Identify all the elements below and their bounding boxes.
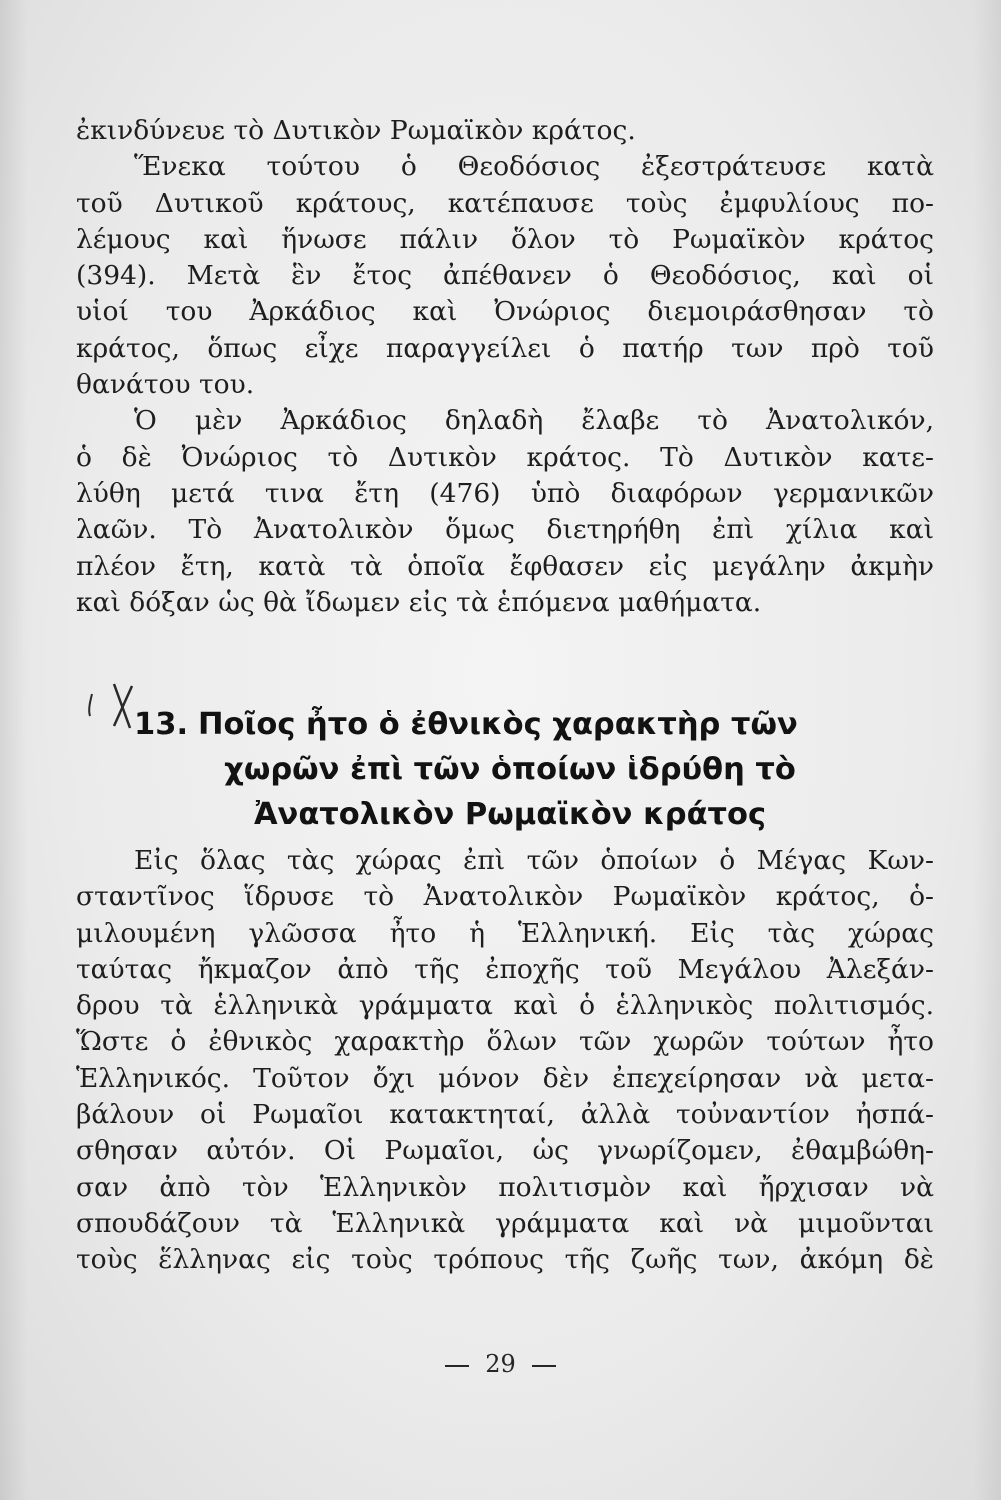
text-line: λέμους καὶ ἥνωσε πάλιν ὅλον τὸ Ρωμαϊκὸν κράτος bbox=[76, 223, 934, 255]
left-edge-shadow bbox=[0, 0, 28, 1500]
text-line: σαν ἀπὸ τὸν Ἑλληνικὸν πολιτισμὸν καὶ ἤρχισαν νὰ bbox=[76, 1171, 934, 1203]
text-line: Ὥστε ὁ ἐθνικὸς χαρακτὴρ ὅλων τῶν χωρῶν τούτων ἦτο bbox=[76, 1026, 934, 1058]
heading-line bbox=[100, 702, 920, 747]
text-line: Ἑλληνικός. Τοῦτον ὄχι μόνον δὲν ἐπεχείρησαν νὰ μετα- bbox=[76, 1062, 934, 1094]
text-line: Ἕνεκα τούτου ὁ Θεοδόσιος ἐξεστράτευσε κατὰ bbox=[134, 151, 934, 183]
text-line: δρου τὰ ἑλληνικὰ γράμματα καὶ ὁ ἑλληνικὸς πολιτισμός. bbox=[76, 990, 934, 1022]
text-line: σθησαν αὐτόν. Οἱ Ρωμαῖοι, ὡς γνωρίζομεν, ἐθαμβώθη- bbox=[76, 1135, 934, 1167]
text-line: υἱοί του Ἀρκάδιος καὶ Ὀνώριος διεμοιράσθησαν τὸ bbox=[76, 296, 934, 328]
text-line: μιλουμένη γλῶσσα ἦτο ἡ Ἑλληνική. Εἰς τὰς χώρας bbox=[76, 917, 934, 949]
text-line: σταντῖνος ἵδρυσε τὸ Ἀνατολικὸν Ρωμαϊκὸν κράτος, ὁ- bbox=[76, 881, 934, 913]
text-line: λαῶν. Τὸ Ἀνατολικὸν ὅμως διετηρήθη ἐπὶ χίλια καὶ bbox=[76, 514, 934, 546]
text-line: πλέον ἔτη, κατὰ τὰ ὁποῖα ἔφθασεν εἰς μεγάλην ἀκμὴν bbox=[76, 550, 934, 582]
page-number bbox=[0, 1350, 1001, 1378]
text-line: (394). Μετὰ ἓν ἔτος ἀπέθανεν ὁ Θεοδόσιος, καὶ οἱ bbox=[76, 260, 934, 292]
text-line: ἐκινδύνευε τὸ Δυτικὸν Ρωμαϊκὸν κράτος. bbox=[76, 115, 636, 146]
heading-line: Ἀνατολικὸν Ρωμαϊκὸν κράτος bbox=[253, 797, 767, 832]
text-line: τοὺς ἕλληνας εἰς τοὺς τρόπους τῆς ζωῆς των, ἀκόμη δὲ bbox=[76, 1244, 934, 1276]
text-line: ταύτας ἤκμαζον ἀπὸ τῆς ἐποχῆς τοῦ Μεγάλου Ἀλεξάν- bbox=[76, 953, 934, 985]
heading-text: Ποῖος ἦτο ὁ ἐθνικὸς χαρακτὴρ τῶν bbox=[198, 707, 798, 742]
top-text-block bbox=[76, 113, 934, 621]
text-line: καὶ δόξαν ὡς θὰ ἴδωμεν εἰς τὰ ἑπόμενα μαθήματα. bbox=[76, 586, 762, 618]
section-number: 13. bbox=[134, 707, 189, 742]
text-line: σπουδάζουν τὰ Ἑλληνικὰ γράμματα καὶ νὰ μιμοῦνται bbox=[76, 1207, 934, 1239]
right-edge-shadow bbox=[973, 0, 1001, 1500]
page-number-dash-right bbox=[532, 1365, 556, 1367]
text-line: ὁ δὲ Ὀνώριος τὸ Δυτικὸν κράτος. Τὸ Δυτικὸν κατε- bbox=[76, 441, 934, 473]
heading-line: χωρῶν ἐπὶ τῶν ὁποίων ἱδρύθη τὸ bbox=[224, 752, 796, 787]
text-line: Ὁ μὲν Ἀρκάδιος δηλαδὴ ἔλαβε τὸ Ἀνατολικόν, bbox=[134, 405, 934, 437]
text-line: κράτος, ὅπως εἶχε παραγγείλει ὁ πατήρ των πρὸ τοῦ bbox=[76, 332, 934, 364]
section-heading bbox=[100, 702, 920, 837]
text-line: βάλουν οἱ Ρωμαῖοι κατακτηταί, ἀλλὰ τοὐναντίον ἠσπά- bbox=[76, 1099, 934, 1131]
page-number-dash-left bbox=[445, 1365, 469, 1367]
page-number-value: 29 bbox=[485, 1350, 516, 1378]
text-line: λύθη μετά τινα ἔτη (476) ὑπὸ διαφόρων γερμανικῶν bbox=[76, 477, 934, 509]
text-line: Εἰς ὅλας τὰς χώρας ἐπὶ τῶν ὁποίων ὁ Μέγας Κων- bbox=[134, 845, 934, 876]
text-line: θανάτου του. bbox=[76, 369, 255, 401]
text-line: τοῦ Δυτικοῦ κράτους, κατέπαυσε τοὺς ἐμφυλίους πο- bbox=[76, 187, 934, 219]
section-body bbox=[76, 843, 934, 1279]
